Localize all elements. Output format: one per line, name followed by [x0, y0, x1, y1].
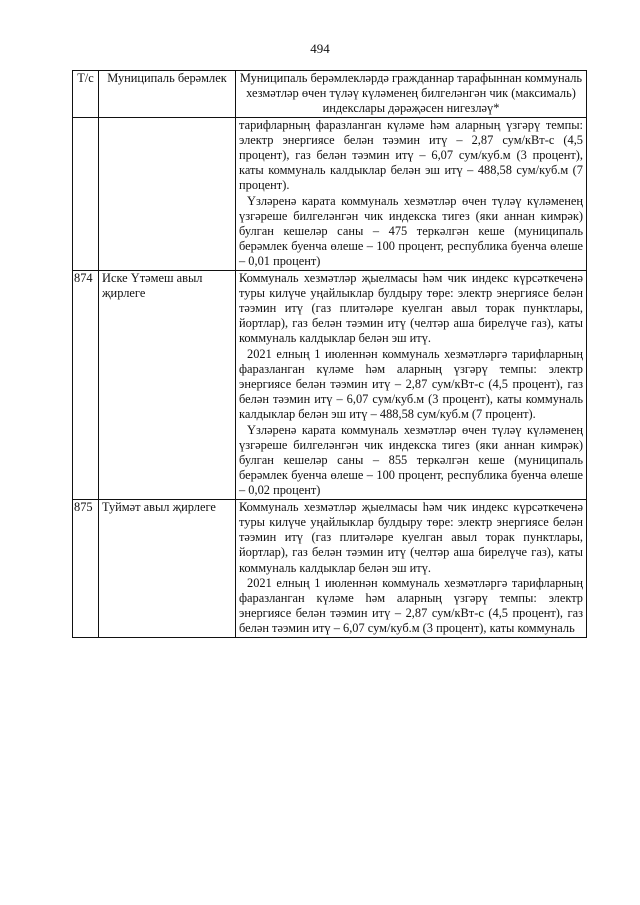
paragraph: Үзләренә карата коммуналь хезмәтләр өчен түләү күләменең үзгәреше билгеләнгән чик индекска тигез (яки аннан кимрәк) булган кешеләр саны – 475 теркәлгән кеше (муниципаль берәмлек буенча өлеше – 100 процент, республика буенча өлеше – 0,01 процент)	[239, 193, 583, 269]
row-number: 874	[73, 270, 99, 499]
header-municipality: Муниципаль берәмлек	[99, 71, 236, 118]
continuation-name-cell	[99, 117, 236, 270]
continuation-number-cell	[73, 117, 99, 270]
header-number: Т/с	[73, 71, 99, 118]
justification-cell	[236, 499, 587, 637]
table-row-continuation	[73, 117, 587, 270]
table-row-875	[73, 499, 587, 637]
paragraph: 2021 елның 1 июленнән коммуналь хезмәтләргә тарифларның фаразланган күләме һәм аларның үзгәрү темпы: электр энергиясе белән тәэмин итү – 2,87 сум/кВт-с (4,5 процент), газ белән тәэмин итү – 6,07 сум/куб.м (3 процент), каты коммуналь	[239, 575, 583, 636]
municipality-name: Иске Үтәмеш авыл җирлеге	[99, 270, 236, 499]
justification-cell	[236, 270, 587, 499]
continuation-text-cell	[236, 117, 587, 270]
paragraph: тарифларның фаразланган күләме һәм аларның үзгәрү темпы: электр энергиясе белән тәэмин итү – 2,87 сум/кВт-с (4,5 процент), газ белән тәэмин итү – 6,07 сум/куб.м (3 процент), каты коммуналь калдыклар белән эш итү – 488,58 сум/куб.м (7 процент).	[239, 117, 583, 193]
tariff-table	[72, 70, 587, 638]
header-justification: Муниципаль берәмлекләрдә гражданнар тарафыннан коммуналь хезмәтләр өчен түләү күләменең билгеләнгән чик (максималь) индекслары дәрәҗәсен нигезләү*	[236, 71, 587, 118]
paragraph: Үзләренә карата коммуналь хезмәтләр өчен түләү күләменең үзгәреше билгеләнгән чик индекска тигез (яки аннан кимрәк) булган кешеләр саны – 855 теркәлгән кеше (муниципаль берәмлек буенча өлеше – 100 процент, республика буенча өлеше – 0,02 процент)	[239, 422, 583, 498]
paragraph: Коммуналь хезмәтләр җыелмасы һәм чик индекс күрсәткеченә туры килүче уңайлыклар булдыру төре: электр энергиясе белән тәэмин итү (газ плитәләре куелган авыл торак пунктлары, йортлар), газ белән тәэмин итү (челтәр аша бирелүче газ), каты коммуналь калдыклар белән эш итү.	[239, 499, 583, 575]
table-header-row	[73, 71, 587, 118]
municipality-name: Туймәт авыл җирлеге	[99, 499, 236, 637]
table-row-874	[73, 270, 587, 499]
row-number: 875	[73, 499, 99, 637]
page-number: 494	[310, 41, 330, 56]
paragraph: Коммуналь хезмәтләр җыелмасы һәм чик индекс күрсәткеченә туры килүче уңайлыклар булдыру төре: электр энергиясе белән тәэмин итү (газ плитәләре куелган авыл торак пунктлары, йортлар), газ белән тәэмин итү (челтәр аша бирелүче газ), каты коммуналь калдыклар белән эш итү.	[239, 270, 583, 346]
paragraph: 2021 елның 1 июленнән коммуналь хезмәтләргә тарифларның фаразланган күләме һәм аларның үзгәрү темпы: электр энергиясе белән тәэмин итү – 2,87 сум/кВт-с (4,5 процент), газ белән тәэмин итү – 6,07 сум/куб.м (3 процент), каты коммуналь калдыклар белән эш итү – 488,58 сум/куб.м (7 процент).	[239, 346, 583, 422]
